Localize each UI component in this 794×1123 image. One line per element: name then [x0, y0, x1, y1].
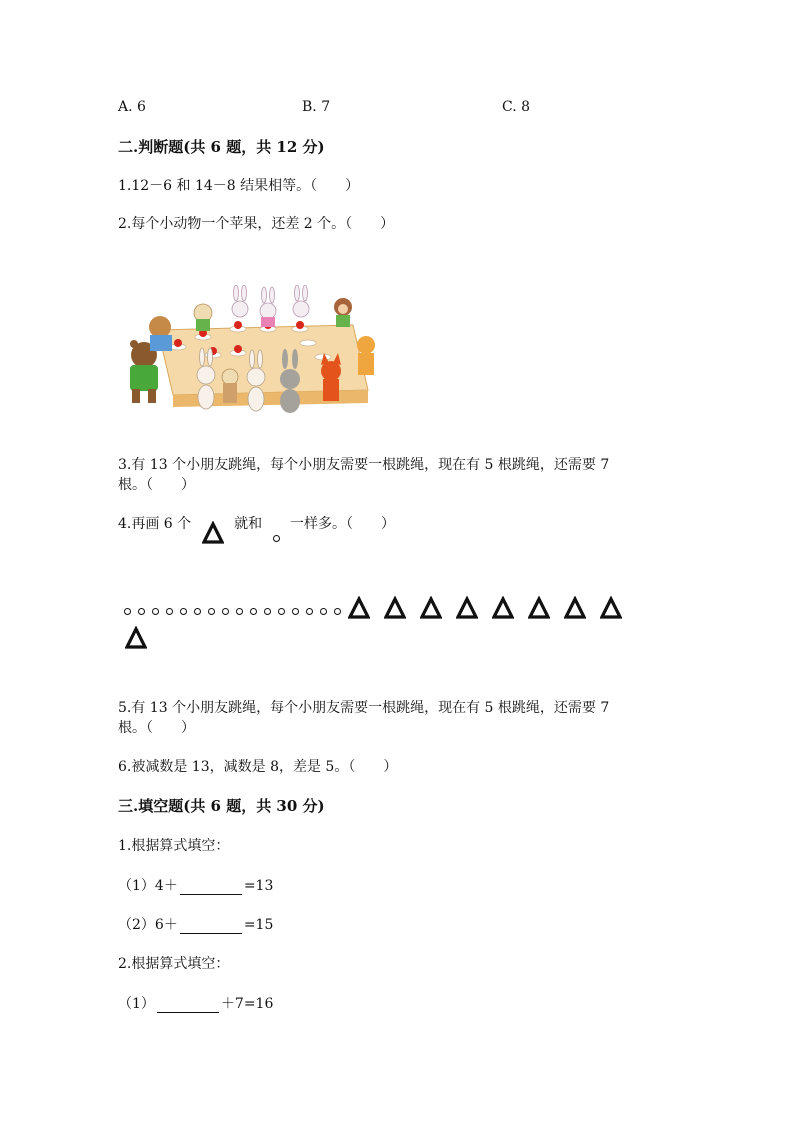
- circle-icon: [138, 608, 145, 615]
- question-3-2-a-suffix: ＋7=16: [220, 996, 274, 1012]
- question-3-1-a: [118, 877, 273, 895]
- question-2-2: 2.每个小动物一个苹果，还差 2 个。（ ）: [118, 216, 395, 232]
- triangle-icon: [564, 596, 586, 620]
- circle-icon: [278, 608, 285, 615]
- question-2-4-prefix: 4.再画 6 个: [118, 516, 192, 532]
- circle-icon: [306, 608, 313, 615]
- question-3-1-b-prefix: （2）6＋: [118, 917, 178, 933]
- answer-blank[interactable]: [157, 998, 219, 1013]
- circle-icon: [264, 608, 271, 615]
- triangle-icon: [492, 596, 514, 620]
- question-2-3-line1: 3.有 13 个小朋友跳绳，每个小朋友需要一根跳绳，现在有 5 根跳绳，还需要 7: [118, 457, 610, 473]
- question-2-1: 1.12－6 和 14－8 结果相等。（ ）: [118, 178, 360, 194]
- circle-icon: [236, 608, 243, 615]
- triangle-icon: [348, 596, 370, 620]
- question-3-1-title: 1.根据算式填空：: [118, 838, 230, 854]
- question-2-4: [118, 515, 395, 549]
- question-3-1-a-suffix: =13: [243, 878, 274, 894]
- circle-icon: [250, 608, 257, 615]
- circle-icon: [152, 608, 159, 615]
- option-a: A. 6: [118, 99, 146, 115]
- triangle-icon: [384, 596, 406, 620]
- circle-icon: [273, 535, 280, 542]
- shape-sequence: [124, 594, 636, 620]
- question-3-1-b: [118, 916, 273, 934]
- answer-blank[interactable]: [180, 919, 242, 934]
- option-b: B. 7: [302, 99, 331, 115]
- animals-table-illustration: [118, 285, 386, 415]
- circle-icon: [124, 608, 131, 615]
- question-2-4-mid: 就和: [234, 516, 263, 532]
- triangle-icon: [600, 596, 622, 620]
- answer-blank[interactable]: [180, 880, 242, 895]
- question-3-1-a-prefix: （1）4＋: [118, 878, 178, 894]
- circle-icon: [292, 608, 299, 615]
- triangle-icon: [420, 596, 442, 620]
- triangle-icon: [528, 596, 550, 620]
- question-2-3-line2: 根。（ ）: [118, 477, 195, 493]
- triangle-icon: [125, 626, 147, 650]
- circle-icon: [334, 608, 341, 615]
- triangle-icon: [202, 521, 224, 545]
- circle-icon: [222, 608, 229, 615]
- question-3-2-title: 2.根据算式填空：: [118, 956, 230, 972]
- circle-icon: [180, 608, 187, 615]
- circle-icon: [208, 608, 215, 615]
- circle-icon: [194, 608, 201, 615]
- question-2-6: 6.被减数是 13，减数是 8，差是 5。（ ）: [118, 759, 398, 775]
- question-2-5-line1: 5.有 13 个小朋友跳绳，每个小朋友需要一根跳绳，现在有 5 根跳绳，还需要 7: [118, 700, 610, 716]
- question-2-5-line2: 根。（ ）: [118, 720, 195, 736]
- question-3-2-a-prefix: （1）: [118, 996, 155, 1012]
- section-title-fill-blank: 三.填空题(共 6 题，共 30 分): [118, 797, 325, 815]
- question-3-1-b-suffix: =15: [243, 917, 274, 933]
- triangle-icon: [456, 596, 478, 620]
- question-2-4-suffix: 一样多。（ ）: [289, 516, 395, 532]
- circle-icon: [166, 608, 173, 615]
- circle-icon: [320, 608, 327, 615]
- question-3-2-a: [118, 995, 273, 1013]
- option-c: C. 8: [502, 99, 531, 115]
- section-title-judgement: 二.判断题(共 6 题，共 12 分): [118, 138, 325, 156]
